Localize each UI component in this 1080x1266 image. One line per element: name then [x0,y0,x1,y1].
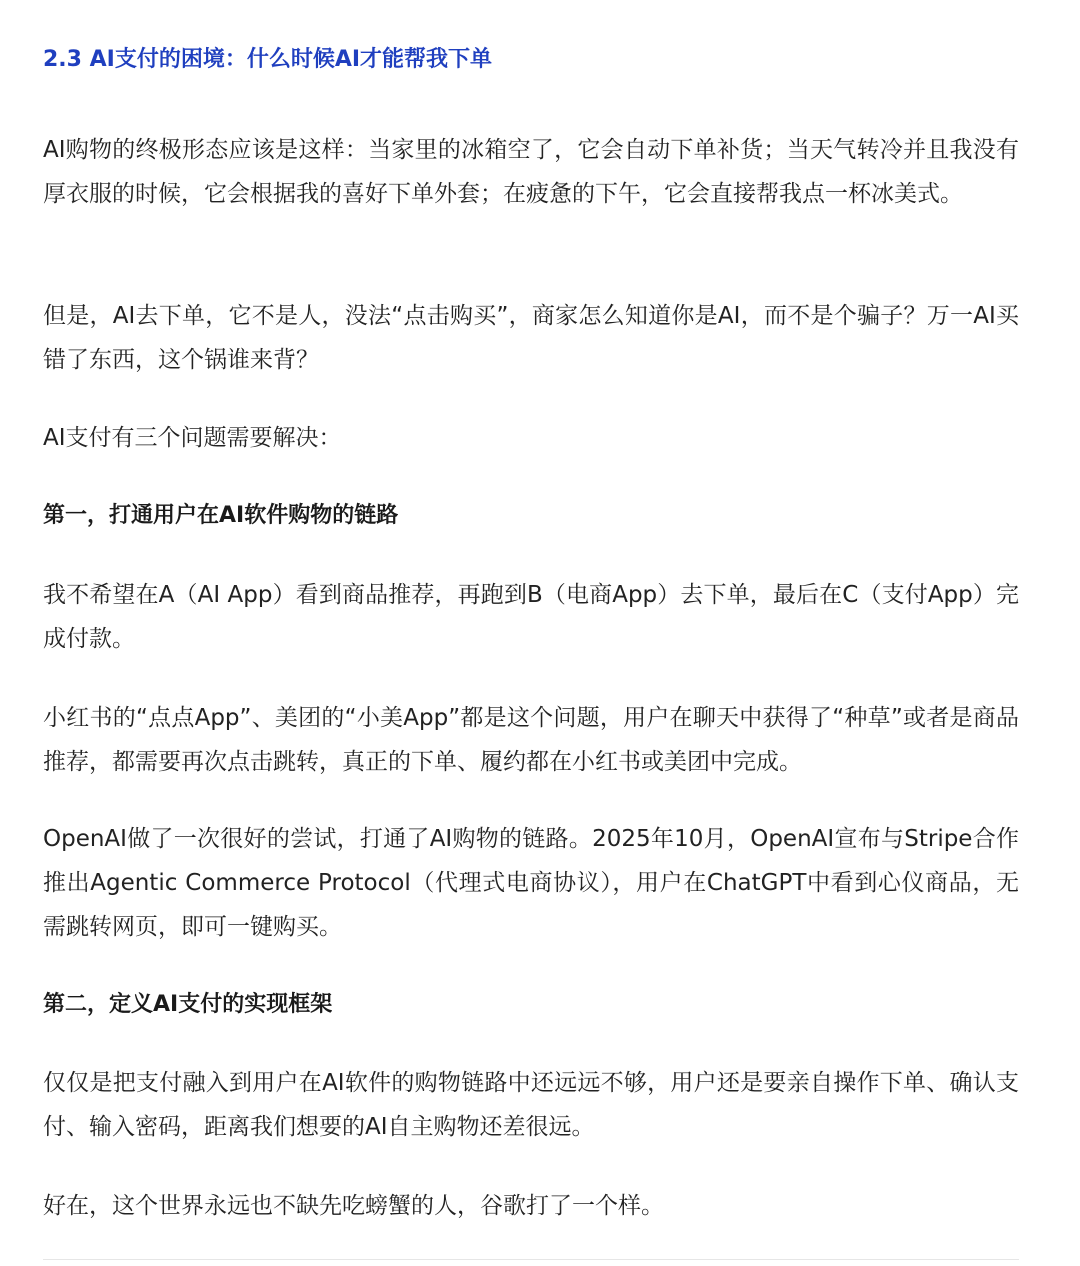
paragraph-openai-acp: OpenAI做了一次很好的尝试，打通了AI购物的链路。2025年10月，OpenAI宣布与Stripe合作推出Agentic Commerce Protocol（代理式电商协议），用户在ChatGPT中看到心仪商品，无需跳转网页，即可一键购买。 [43,826,1019,940]
subheading-first: 第一，打通用户在AI软件购物的链路 [43,503,399,528]
paragraph-ai-order-trust: 但是，AI去下单，它不是人，没法“点击购买”，商家怎么知道你是AI，而不是个骗子？万一AI买错了东西，这个锅谁来背？ [43,303,1019,373]
section-title: 2.3 AI支付的困境：什么时候AI才能帮我下单 [43,47,493,72]
paragraph-three-problems: AI支付有三个问题需要解决： [43,425,342,451]
paragraph-ideal-ai-shopping: AI购物的终极形态应该是这样：当家里的冰箱空了，它会自动下单补货；当天气转冷并且我没有厚衣服的时候，它会根据我的喜好下单外套；在疲惫的下午，它会直接帮我点一杯冰美式。 [43,137,1019,207]
paragraph-app-hopping: 我不希望在A（AI App）看到商品推荐，再跑到B（电商App）去下单，最后在C（支付App）完成付款。 [43,582,1019,652]
paragraph-google-example: 好在，这个世界永远也不缺先吃螃蟹的人，谷歌打了一个样。 [43,1193,664,1219]
paragraph-not-enough: 仅仅是把支付融入到用户在AI软件的购物链路中还远远不够，用户还是要亲自操作下单、确认支付、输入密码，距离我们想要的AI自主购物还差很远。 [43,1070,1019,1140]
paragraph-xiaohongshu-meituan: 小红书的“点点App”、美团的“小美App”都是这个问题，用户在聊天中获得了“种草”或者是商品推荐，都需要再次点击跳转，真正的下单、履约都在小红书或美团中完成。 [43,705,1019,775]
subheading-second: 第二，定义AI支付的实现框架 [43,992,333,1017]
bottom-divider [43,1259,1019,1260]
